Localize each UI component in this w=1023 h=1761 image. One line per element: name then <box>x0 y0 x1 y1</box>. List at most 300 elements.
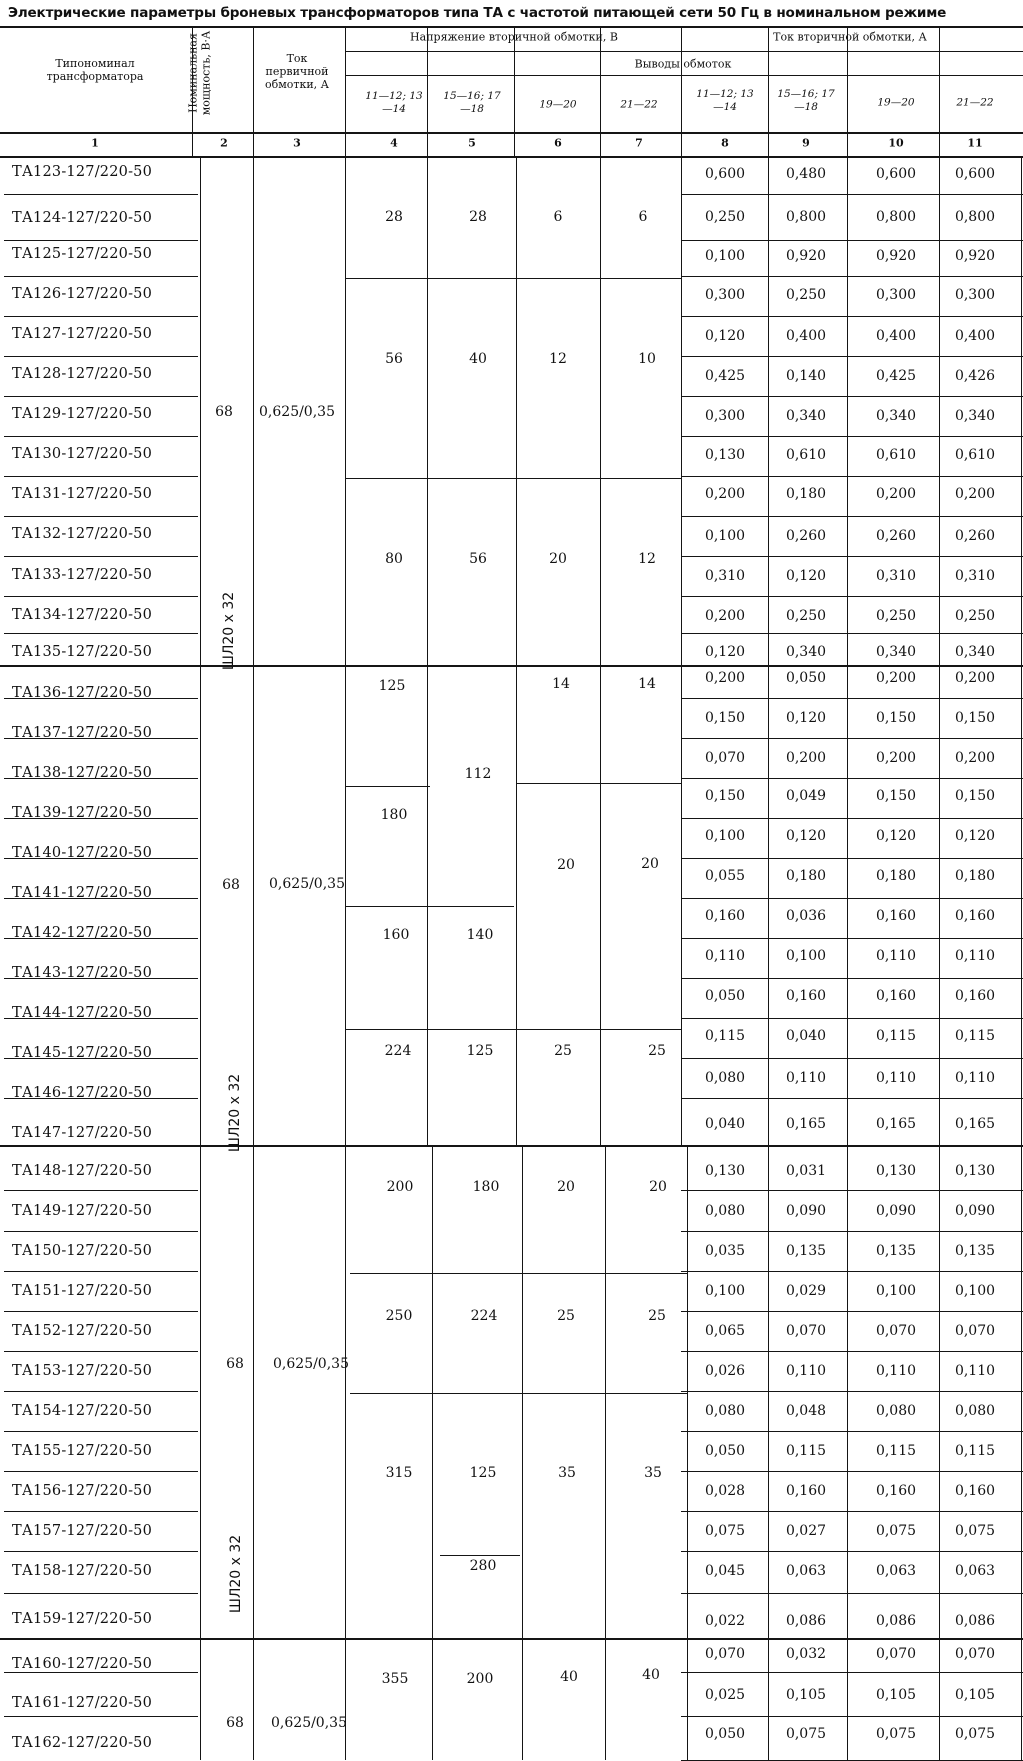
grid-line <box>4 316 198 317</box>
terminal-label: 19—20 <box>877 96 915 109</box>
secondary-current-value: 0,180 <box>875 868 917 884</box>
secondary-current-value: 0,075 <box>954 1726 996 1742</box>
secondary-current-value: 0,075 <box>875 1523 917 1539</box>
primary-current-value: 0,625/0,35 <box>259 404 335 420</box>
grid-line <box>4 1391 198 1392</box>
secondary-current-value: 0,165 <box>954 1116 996 1132</box>
secondary-current-value: 0,050 <box>785 670 827 686</box>
transformer-type-name: ТА128-127/220-50 <box>12 365 153 382</box>
grid-line <box>4 476 198 477</box>
secondary-current-value: 0,250 <box>954 608 996 624</box>
grid-line <box>681 1018 1023 1019</box>
voltage-value: 20 <box>641 856 659 872</box>
secondary-current-value: 0,045 <box>704 1563 746 1579</box>
secondary-current-value: 0,250 <box>704 209 746 225</box>
transformer-type-name: ТА142-127/220-50 <box>12 924 153 941</box>
secondary-current-value: 0,300 <box>704 408 746 424</box>
grid-line <box>4 194 198 195</box>
grid-line <box>427 156 428 1145</box>
secondary-current-value: 0,027 <box>785 1523 827 1539</box>
grid-line <box>681 778 1023 779</box>
voltage-value: 160 <box>382 927 410 943</box>
secondary-current-value: 0,080 <box>954 1403 996 1419</box>
secondary-current-value: 0,250 <box>785 608 827 624</box>
transformer-type-name: ТА141-127/220-50 <box>12 884 153 901</box>
grid-line <box>4 356 198 357</box>
secondary-current-value: 0,160 <box>875 988 917 1004</box>
primary-current-value: 0,625/0,35 <box>271 1715 347 1731</box>
secondary-current-value: 0,110 <box>785 1070 827 1086</box>
secondary-current-value: 0,920 <box>875 248 917 264</box>
secondary-current-value: 0,340 <box>785 644 827 660</box>
grid-line <box>681 1551 1023 1552</box>
secondary-current-value: 0,150 <box>954 788 996 804</box>
grid-line <box>847 156 848 1760</box>
voltage-value: 180 <box>380 807 408 823</box>
transformer-type-name: ТА135-127/220-50 <box>12 643 153 660</box>
secondary-current-value: 0,425 <box>875 368 917 384</box>
grid-line <box>345 75 1023 76</box>
secondary-current-value: 0,049 <box>785 788 827 804</box>
secondary-current-value: 0,600 <box>954 166 996 182</box>
secondary-current-value: 0,200 <box>704 608 746 624</box>
grid-line <box>768 156 769 1760</box>
secondary-current-value: 0,090 <box>954 1203 996 1219</box>
grid-line <box>432 1145 433 1760</box>
secondary-current-value: 0,090 <box>875 1203 917 1219</box>
secondary-current-value: 0,300 <box>954 287 996 303</box>
transformer-type-name: ТА131-127/220-50 <box>12 485 153 502</box>
power-value: 68 <box>215 404 233 420</box>
secondary-current-value: 0,100 <box>704 248 746 264</box>
column-number: 8 <box>721 136 729 150</box>
secondary-current-value: 0,300 <box>875 287 917 303</box>
grid-line <box>4 633 198 634</box>
secondary-current-value: 0,200 <box>875 670 917 686</box>
transformer-type-name: ТА139-127/220-50 <box>12 804 153 821</box>
secondary-current-value: 0,070 <box>704 750 746 766</box>
secondary-current-value: 0,050 <box>704 1443 746 1459</box>
secondary-current-value: 0,260 <box>785 528 827 544</box>
secondary-current-value: 0,110 <box>704 948 746 964</box>
voltage-value: 10 <box>638 351 656 367</box>
secondary-current-value: 0,036 <box>785 908 827 924</box>
secondary-current-value: 0,200 <box>785 750 827 766</box>
column-number: 4 <box>390 136 398 150</box>
core-type-label: ШЛ20 х 32 <box>228 1534 244 1614</box>
grid-line <box>681 1231 1023 1232</box>
grid-line <box>4 396 198 397</box>
transformer-type-name: ТА138-127/220-50 <box>12 764 153 781</box>
secondary-current-value: 0,425 <box>704 368 746 384</box>
grid-line <box>681 276 1023 277</box>
grid-line <box>4 1231 198 1232</box>
secondary-current-value: 0,120 <box>785 568 827 584</box>
secondary-current-value: 0,110 <box>954 948 996 964</box>
secondary-current-value: 0,100 <box>785 948 827 964</box>
transformer-type-name: ТА132-127/220-50 <box>12 525 153 542</box>
secondary-current-value: 0,115 <box>954 1028 996 1044</box>
transformer-type-name: ТА152-127/220-50 <box>12 1322 153 1339</box>
grid-line <box>768 75 769 132</box>
secondary-current-value: 0,150 <box>954 710 996 726</box>
grid-line <box>681 1593 1023 1594</box>
core-type-label: ШЛ20 х 32 <box>227 1073 243 1153</box>
terminal-label: 11—12; 13—14 <box>365 89 423 115</box>
grid-line <box>681 898 1023 899</box>
secondary-current-value: 0,080 <box>704 1403 746 1419</box>
column-number: 1 <box>91 136 99 150</box>
secondary-current-value: 0,426 <box>954 368 996 384</box>
secondary-current-value: 0,260 <box>954 528 996 544</box>
secondary-current-value: 0,029 <box>785 1283 827 1299</box>
secondary-current-value: 0,135 <box>785 1243 827 1259</box>
secondary-current-value: 0,160 <box>954 908 996 924</box>
secondary-current-value: 0,070 <box>704 1646 746 1662</box>
secondary-current-value: 0,100 <box>704 528 746 544</box>
column-number: 11 <box>967 136 983 150</box>
transformer-type-name: ТА136-127/220-50 <box>12 684 153 701</box>
secondary-current-value: 0,120 <box>704 644 746 660</box>
secondary-current-value: 0,800 <box>875 209 917 225</box>
terminal-label: 21—22 <box>620 98 658 111</box>
grid-line <box>681 1271 1023 1272</box>
secondary-current-value: 0,600 <box>704 166 746 182</box>
voltage-value: 35 <box>558 1465 576 1481</box>
terminal-label: 15—16; 17—18 <box>443 89 501 115</box>
voltage-value: 200 <box>466 1671 494 1687</box>
secondary-current-value: 0,075 <box>875 1726 917 1742</box>
secondary-current-value: 0,160 <box>785 1483 827 1499</box>
transformer-type-name: ТА150-127/220-50 <box>12 1242 153 1259</box>
secondary-current-value: 0,086 <box>954 1613 996 1629</box>
secondary-current-value: 0,150 <box>704 710 746 726</box>
secondary-current-value: 0,200 <box>875 486 917 502</box>
grid-line <box>516 156 517 1145</box>
secondary-current-value: 0,025 <box>704 1687 746 1703</box>
secondary-current-value: 0,400 <box>785 328 827 344</box>
column-number: 10 <box>888 136 904 150</box>
secondary-current-value: 0,100 <box>704 828 746 844</box>
grid-line <box>681 396 1023 397</box>
voltage-value: 280 <box>469 1558 497 1574</box>
grid-line <box>4 1716 198 1717</box>
power-value: 68 <box>226 1715 244 1731</box>
transformer-type-name: ТА130-127/220-50 <box>12 445 153 462</box>
voltage-value: 125 <box>469 1465 497 1481</box>
voltage-value: 20 <box>649 1179 667 1195</box>
transformer-type-name: ТА124-127/220-50 <box>12 209 153 226</box>
transformer-type-name: ТА162-127/220-50 <box>12 1734 153 1751</box>
secondary-current-value: 0,063 <box>875 1563 917 1579</box>
grid-line <box>681 596 1023 597</box>
secondary-current-value: 0,105 <box>875 1687 917 1703</box>
grid-line <box>345 26 346 156</box>
grid-line <box>4 276 198 277</box>
grid-line <box>4 1145 198 1146</box>
secondary-current-value: 0,160 <box>954 1483 996 1499</box>
secondary-current-value: 0,070 <box>785 1323 827 1339</box>
voltage-value: 125 <box>466 1043 494 1059</box>
secondary-current-value: 0,080 <box>704 1203 746 1219</box>
secondary-current-value: 0,115 <box>954 1443 996 1459</box>
transformer-type-name: ТА143-127/220-50 <box>12 964 153 981</box>
secondary-current-value: 0,026 <box>704 1363 746 1379</box>
secondary-current-value: 0,310 <box>875 568 917 584</box>
grid-line <box>681 1311 1023 1312</box>
voltage-value: 355 <box>381 1671 409 1687</box>
grid-line <box>939 156 940 1760</box>
transformer-type-name: ТА156-127/220-50 <box>12 1482 153 1499</box>
secondary-current-value: 0,160 <box>704 908 746 924</box>
grid-line <box>681 194 1023 195</box>
secondary-current-value: 0,100 <box>875 1283 917 1299</box>
secondary-current-value: 0,050 <box>704 988 746 1004</box>
transformer-type-name: ТА127-127/220-50 <box>12 325 153 342</box>
voltage-value: 35 <box>644 1465 662 1481</box>
secondary-current-value: 0,130 <box>704 447 746 463</box>
secondary-current-value: 0,150 <box>704 788 746 804</box>
transformer-type-name: ТА154-127/220-50 <box>12 1402 153 1419</box>
grid-line <box>345 156 346 1760</box>
transformer-type-name: ТА148-127/220-50 <box>12 1162 153 1179</box>
secondary-current-value: 0,130 <box>875 1163 917 1179</box>
voltage-value: 14 <box>552 676 570 692</box>
voltage-value: 25 <box>554 1043 572 1059</box>
grid-line <box>681 1511 1023 1512</box>
transformer-type-name: ТА155-127/220-50 <box>12 1442 153 1459</box>
secondary-current-value: 0,070 <box>875 1323 917 1339</box>
grid-line <box>939 75 940 132</box>
primary-current-value: 0,625/0,35 <box>273 1356 349 1372</box>
secondary-current-value: 0,180 <box>785 486 827 502</box>
voltage-value: 180 <box>472 1179 500 1195</box>
column-number: 2 <box>220 136 228 150</box>
secondary-current-value: 0,120 <box>875 828 917 844</box>
voltage-value: 224 <box>470 1308 498 1324</box>
secondary-current-value: 0,310 <box>704 568 746 584</box>
secondary-current-value: 0,150 <box>875 788 917 804</box>
grid-line <box>681 1145 1023 1146</box>
power-value: 68 <box>226 1356 244 1372</box>
voltage-value: 6 <box>553 209 563 225</box>
secondary-current-value: 0,065 <box>704 1323 746 1339</box>
secondary-current-value: 0,028 <box>704 1483 746 1499</box>
transformer-type-name: ТА137-127/220-50 <box>12 724 153 741</box>
secondary-current-value: 0,120 <box>785 710 827 726</box>
grid-line <box>600 75 601 132</box>
grid-line <box>345 786 430 787</box>
grid-line <box>681 356 1023 357</box>
grid-line <box>681 938 1023 939</box>
grid-line <box>345 278 681 279</box>
secondary-current-value: 0,610 <box>954 447 996 463</box>
grid-line <box>681 858 1023 859</box>
grid-line <box>681 1638 1023 1639</box>
secondary-current-value: 0,800 <box>954 209 996 225</box>
grid-line <box>681 476 1023 477</box>
secondary-current-value: 0,135 <box>954 1243 996 1259</box>
voltage-value: 40 <box>560 1669 578 1685</box>
terminal-label: 21—22 <box>956 96 994 109</box>
grid-line <box>681 1471 1023 1472</box>
secondary-current-value: 0,115 <box>785 1443 827 1459</box>
grid-line <box>4 1638 198 1639</box>
grid-line <box>345 1029 681 1030</box>
voltage-value: 56 <box>385 351 403 367</box>
voltage-value: 28 <box>385 209 403 225</box>
grid-line <box>4 556 198 557</box>
grid-line <box>605 1145 606 1760</box>
terminal-label: 15—16; 17—18 <box>777 87 835 113</box>
secondary-current-value: 0,110 <box>785 1363 827 1379</box>
grid-line <box>4 1593 198 1594</box>
column-number: 3 <box>293 136 301 150</box>
transformer-type-name: ТА160-127/220-50 <box>12 1655 153 1672</box>
grid-line <box>4 1672 198 1673</box>
secondary-current-value: 0,135 <box>875 1243 917 1259</box>
secondary-current-value: 0,105 <box>954 1687 996 1703</box>
secondary-current-value: 0,200 <box>704 486 746 502</box>
transformer-type-name: ТА151-127/220-50 <box>12 1282 153 1299</box>
grid-line <box>1021 156 1022 1760</box>
transformer-type-name: ТА144-127/220-50 <box>12 1004 153 1021</box>
secondary-current-value: 0,160 <box>875 908 917 924</box>
column-number: 9 <box>802 136 810 150</box>
voltage-value: 80 <box>385 551 403 567</box>
grid-line <box>681 240 1023 241</box>
grid-line <box>4 240 198 241</box>
secondary-current-value: 0,400 <box>875 328 917 344</box>
transformer-type-name: ТА157-127/220-50 <box>12 1522 153 1539</box>
voltage-value: 40 <box>469 351 487 367</box>
transformer-type-name: ТА129-127/220-50 <box>12 405 153 422</box>
secondary-current-value: 0,800 <box>785 209 827 225</box>
secondary-current-value: 0,070 <box>875 1646 917 1662</box>
grid-line <box>427 75 428 132</box>
grid-line <box>253 156 254 1760</box>
secondary-current-value: 0,080 <box>704 1070 746 1086</box>
grid-line <box>681 316 1023 317</box>
secondary-current-value: 0,340 <box>785 408 827 424</box>
secondary-current-value: 0,075 <box>785 1726 827 1742</box>
voltage-value: 20 <box>549 551 567 567</box>
grid-line <box>0 26 1023 28</box>
grid-line <box>4 1311 198 1312</box>
column-number: 5 <box>468 136 476 150</box>
secondary-current-value: 0,400 <box>954 328 996 344</box>
voltage-value: 112 <box>464 766 492 782</box>
transformer-type-name: ТА158-127/220-50 <box>12 1562 153 1579</box>
voltage-value: 25 <box>648 1308 666 1324</box>
secondary-current-value: 0,160 <box>954 988 996 1004</box>
secondary-current-value: 0,063 <box>954 1563 996 1579</box>
grid-line <box>4 1271 198 1272</box>
secondary-current-value: 0,110 <box>954 1363 996 1379</box>
grid-line <box>681 156 1023 157</box>
transformer-type-name: ТА133-127/220-50 <box>12 566 153 583</box>
secondary-current-value: 0,086 <box>875 1613 917 1629</box>
secondary-current-value: 0,200 <box>954 670 996 686</box>
secondary-current-value: 0,340 <box>875 644 917 660</box>
voltage-value: 56 <box>469 551 487 567</box>
grid-line <box>4 1190 198 1191</box>
secondary-current-value: 0,080 <box>875 1403 917 1419</box>
secondary-current-value: 0,180 <box>785 868 827 884</box>
voltage-value: 25 <box>557 1308 575 1324</box>
voltage-value: 224 <box>384 1043 412 1059</box>
voltage-value: 140 <box>466 927 494 943</box>
grid-line <box>516 783 681 784</box>
secondary-current-value: 0,070 <box>954 1323 996 1339</box>
grid-line <box>681 26 682 156</box>
grid-line <box>681 1098 1023 1099</box>
secondary-current-value: 0,250 <box>785 287 827 303</box>
secondary-current-value: 0,610 <box>875 447 917 463</box>
document-title: Электрические параметры броневых трансформаторов типа ТА с частотой питающей сети 50 Гц в номинальном режиме <box>8 5 947 21</box>
secondary-current-value: 0,110 <box>875 1070 917 1086</box>
voltage-value: 315 <box>385 1465 413 1481</box>
secondary-current-value: 0,200 <box>704 670 746 686</box>
power-value: 68 <box>222 877 240 893</box>
secondary-current-value: 0,115 <box>875 1443 917 1459</box>
secondary-current-value: 0,110 <box>875 1363 917 1379</box>
secondary-current-value: 0,115 <box>704 1028 746 1044</box>
secondary-current-value: 0,140 <box>785 368 827 384</box>
voltage-value: 200 <box>386 1179 414 1195</box>
secondary-current-value: 0,130 <box>954 1163 996 1179</box>
secondary-current-value: 0,200 <box>954 750 996 766</box>
grid-line <box>681 1351 1023 1352</box>
secondary-current-value: 0,920 <box>785 248 827 264</box>
voltage-value: 40 <box>642 1667 660 1683</box>
grid-line <box>681 1058 1023 1059</box>
secondary-current-value: 0,035 <box>704 1243 746 1259</box>
voltage-value: 12 <box>549 351 567 367</box>
grid-line <box>681 516 1023 517</box>
voltage-value: 20 <box>557 1179 575 1195</box>
voltage-value: 6 <box>638 209 648 225</box>
transformer-type-name: ТА149-127/220-50 <box>12 1202 153 1219</box>
grid-line <box>350 1273 687 1274</box>
grid-line <box>681 1672 1023 1673</box>
voltage-value: 125 <box>378 678 406 694</box>
secondary-current-value: 0,110 <box>954 1070 996 1086</box>
secondary-current-value: 0,086 <box>785 1613 827 1629</box>
header-voltage-group: Напряжение вторичной обмотки, В <box>410 30 618 44</box>
grid-line <box>681 1190 1023 1191</box>
grid-line <box>522 1145 523 1760</box>
grid-line <box>600 156 601 1145</box>
transformer-type-name: ТА126-127/220-50 <box>12 285 153 302</box>
secondary-current-value: 0,260 <box>875 528 917 544</box>
secondary-current-value: 0,120 <box>704 328 746 344</box>
secondary-current-value: 0,032 <box>785 1646 827 1662</box>
secondary-current-value: 0,130 <box>704 1163 746 1179</box>
secondary-current-value: 0,100 <box>954 1283 996 1299</box>
grid-line <box>681 156 682 1145</box>
grid-line <box>4 1431 198 1432</box>
secondary-current-value: 0,031 <box>785 1163 827 1179</box>
secondary-current-value: 0,075 <box>704 1523 746 1539</box>
voltage-value: 28 <box>469 209 487 225</box>
header-terminals: Выводы обмоток <box>634 57 732 71</box>
transformer-type-name: ТА153-127/220-50 <box>12 1362 153 1379</box>
secondary-current-value: 0,160 <box>785 988 827 1004</box>
grid-line <box>440 1555 520 1556</box>
column-number: 7 <box>635 136 643 150</box>
secondary-current-value: 0,090 <box>785 1203 827 1219</box>
